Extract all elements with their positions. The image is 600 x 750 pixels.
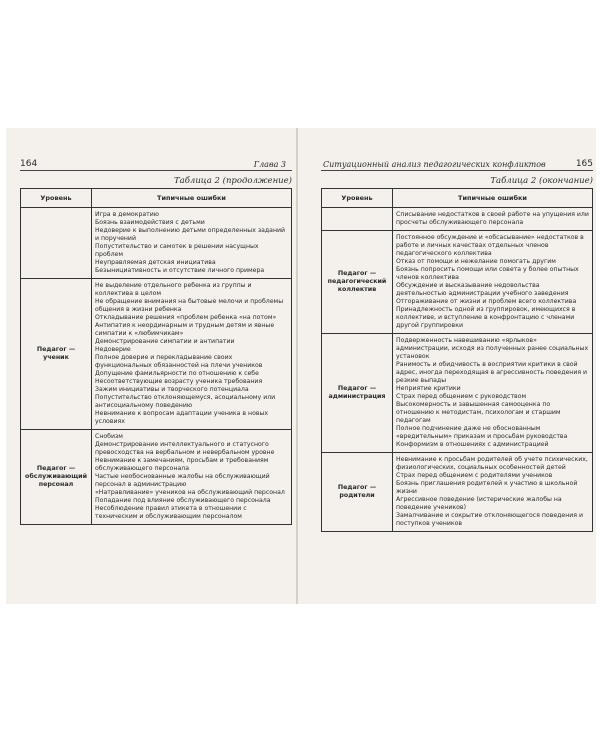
error-item: Боязнь взаимодействия с детьми — [95, 219, 205, 226]
errors-table — [321, 188, 593, 532]
table-row — [322, 453, 593, 532]
error-item: Отгораживание от жизни и проблем всего коллектива — [396, 298, 577, 305]
table-row — [21, 279, 292, 430]
running-header — [321, 154, 593, 171]
level-cell: Педагог — обслуживающий персонал — [21, 430, 92, 525]
error-item: Боязнь попросить помощи или совета у более опытных членов коллектива — [396, 266, 579, 281]
error-item: «Натравливание» учеников на обслуживающий персонал — [95, 489, 285, 496]
table-body — [322, 208, 593, 532]
level-cell: Педагог — администрация — [322, 334, 393, 453]
column-header-level: Уровень — [322, 189, 393, 208]
error-item: Несоблюдение правил этикета в отношении с техническим и обслуживающим персоналом — [95, 505, 247, 520]
error-item: Неприятие критики — [396, 385, 461, 392]
error-item: Попустительство отклоняющемуся, асоциальному или антисоциальному поведению — [95, 394, 276, 409]
error-item: Боязнь приглашения родителей к участию в школьной жизни — [396, 480, 578, 495]
error-item: Страх перед общением с руководством — [396, 393, 527, 400]
error-item: Подверженность навешиванию «ярлыков» администрации, исходя из полученных ранее социальных установок — [396, 337, 589, 360]
errors-cell — [92, 279, 292, 430]
error-item: Неуправляемая детская инициатива — [95, 259, 216, 266]
error-item: Принадлежность одной из группировок, имеющихся в коллективе, и вступление в конфронтацию с членами другой группировки — [396, 306, 576, 329]
errors-cell — [393, 208, 593, 231]
errors-cell — [92, 430, 292, 525]
errors-cell — [393, 334, 593, 453]
errors-table — [20, 188, 292, 525]
table-caption: Таблица 2 (продолжение) — [174, 176, 292, 186]
table-row — [322, 208, 593, 231]
error-item: Допущение фамильярности по отношению к себе — [95, 370, 259, 377]
column-header-errors: Типичные ошибки — [393, 189, 593, 208]
error-item: Списывание недостатков в своей работе на упущения или просчеты обслуживающего персонала — [396, 211, 589, 226]
error-item: Отказ от помощи и нежелание помогать другим — [396, 258, 556, 265]
table-row — [21, 430, 292, 525]
error-item: Антипатия к неординарным и трудным детям и явные симпатии к «любимчикам» — [95, 322, 275, 337]
error-item: Попадание под влияние обслуживающего персонала — [95, 497, 271, 504]
chapter-title: Глава 3 — [253, 160, 286, 169]
error-item: Демонстрирование симпатии и антипатии — [95, 338, 235, 345]
error-item: Откладывание решения «проблем ребенка «на потом» — [95, 314, 277, 321]
error-item: Обсуждение и высказывание недовольства деятельностью администрации учебного заведения — [396, 282, 569, 297]
error-item: Не обращение внимания на бытовые мелочи и проблемы общения в жизни ребенка — [95, 298, 284, 313]
error-item: Конформизм в отношениях с администрацией — [396, 441, 549, 448]
error-item: Невнимание к просьбам родителей об учете психических, физиологических, социальных особенностей детей — [396, 456, 588, 471]
table-body — [21, 208, 292, 525]
errors-cell — [92, 208, 292, 279]
page-number: 165 — [575, 159, 593, 169]
table-caption: Таблица 2 (окончание) — [490, 176, 593, 186]
table-row — [21, 208, 292, 279]
column-header-level: Уровень — [21, 189, 92, 208]
error-item: Полное подчинение даже не обоснованным «вредительным» приказам и просьбам руководства — [396, 425, 568, 440]
error-item: Полное доверие и перекладывание своих функциональных обязанностей на плечи учеников — [95, 354, 263, 369]
page-number: 164 — [20, 159, 38, 169]
level-cell: Педагог — педагогический коллектив — [322, 231, 393, 334]
error-item: Страх перед общением с родителями учеников — [396, 472, 553, 479]
book-spread — [6, 128, 596, 604]
error-item: Не выделение отдельного ребенка из группы и коллектива в целом — [95, 282, 252, 297]
errors-cell — [393, 231, 593, 334]
table-header-row — [322, 189, 593, 208]
error-item: Ранимость и обидчивость в восприятии критики в свой адрес, иногда переходящая в агрессивность поведения и резкие выпады — [396, 361, 588, 384]
error-item: Игра в демократию — [95, 211, 160, 218]
error-item: Зажим инициативы и творческого потенциала — [95, 386, 249, 393]
error-item: Невнимание к вопросам адаптации ученика в новых условиях — [95, 410, 269, 425]
error-item: Замалчивание и сокрытие отклоняющегося поведения и поступков учеников — [396, 512, 584, 527]
table-row — [322, 334, 593, 453]
error-item: Невнимание к замечаниям, просьбам и требованиям обслуживающего персонала — [95, 457, 269, 472]
error-item: Высокомерность и завышенная самооценка по отношению к методистам, психологам и старшим педагогам — [396, 401, 561, 424]
error-item: Демонстрирование интеллектуального и статусного превосходства на вербальном и невербальном уровне — [95, 441, 275, 456]
error-item: Безынициативность и отсутствие личного примера — [95, 267, 265, 274]
running-header — [20, 154, 292, 171]
error-item: Недоверие к выполнению детьми определенных заданий и поручений — [95, 227, 286, 242]
error-item: Агрессивное поведение (истерические жалобы на поведение учеников) — [396, 496, 562, 511]
level-cell: Педагог — ученик — [21, 279, 92, 430]
level-cell — [21, 208, 92, 279]
error-item: Несоответствующие возрасту ученика требования — [95, 378, 263, 385]
error-item: Попустительство и самотек в решении насущных проблем — [95, 243, 259, 258]
book-gutter — [296, 128, 298, 604]
chapter-title: Ситуационный анализ педагогических конфликтов — [323, 160, 546, 169]
level-cell — [322, 208, 393, 231]
level-cell: Педагог — родители — [322, 453, 393, 532]
error-item: Частые необоснованные жалобы на обслуживающий персонал в администрацию — [95, 473, 270, 488]
error-item: Недоверие — [95, 346, 131, 353]
table-header-row — [21, 189, 292, 208]
table-row — [322, 231, 593, 334]
error-item: Постоянное обсуждение и «обсасывание» недостатков в работе и личных качествах отдельных членов педагогического коллектива — [396, 234, 584, 257]
error-item: Снобизм — [95, 433, 123, 440]
column-header-errors: Типичные ошибки — [92, 189, 292, 208]
errors-cell — [393, 453, 593, 532]
